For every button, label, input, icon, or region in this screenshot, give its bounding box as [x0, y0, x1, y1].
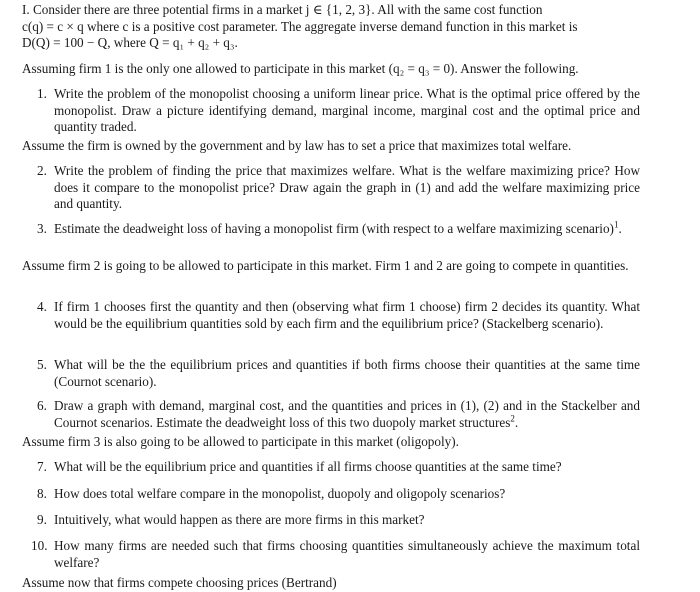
question-number: 1. [37, 86, 47, 101]
question-tail: . [618, 221, 622, 236]
footnote-mark: 1 [613, 219, 619, 230]
question-item-3 [37, 221, 640, 238]
question-number: 8. [37, 486, 47, 501]
question-text: How does total welfare compare in the monopolist, duopoly and oligopoly scenarios? [54, 486, 506, 501]
question-number: 4. [37, 299, 47, 314]
question-item-2 [37, 163, 640, 213]
question-number: 3. [37, 221, 47, 236]
intro-line-2: c(q) = c × q where c is a positive cost parameter. The aggregate inverse demand function in this market is [22, 18, 578, 34]
question-number: 2. [37, 163, 47, 178]
question-item-4 [37, 299, 640, 332]
question-item-5 [37, 357, 640, 390]
question-number: 5. [37, 357, 47, 372]
question-text: If firm 1 chooses first the quantity and then (observing what firm 1 choose) firm 2 decides its quantity. What would be the equilibrium quantities sold by each firm and the equilibrium price? (Stackelberg scenario). [54, 299, 640, 331]
question-number: 6. [37, 398, 47, 413]
question-item-9 [37, 512, 640, 529]
footnote-mark: 2 [510, 413, 515, 424]
paragraph-oligopoly-assumption: Assume firm 3 is also going to be allowed to participate in this market (oligopoly). [22, 434, 459, 449]
question-text: Estimate the deadweight loss of having a monopolist firm (with respect to a welfare maximizing scenario) [54, 221, 614, 236]
paragraph-government-assumption: Assume the firm is owned by the government and by law has to set a price that maximizes total welfare. [22, 138, 572, 153]
question-item-10 [31, 538, 640, 571]
intro-line-3: D(Q) = 100 − Q, where Q = q₁ + q₂ + q₃. [22, 35, 238, 50]
paragraph-duopoly-assumption: Assume firm 2 is going to be allowed to participate in this market. Firm 1 and 2 are going to compete in quantities. [22, 258, 629, 273]
question-text: Write the problem of the monopolist choosing a uniform linear price. What is the optimal price offered by the monopolist. Draw a picture identifying demand, marginal income, marginal cost and the optimal price and quantity traded. [54, 86, 640, 134]
question-tail: . [514, 414, 519, 430]
problem-intro [22, 2, 642, 52]
paragraph-bertrand-cutoff: Assume now that firms compete choosing prices (Bertrand) [22, 575, 337, 590]
question-number: 10. [31, 538, 48, 553]
question-text: How many firms are needed such that firms choosing quantities simultaneously achieve the maximum total welfare? [54, 538, 640, 570]
question-text: Write the problem of finding the price that maximizes welfare. What is the welfare maximizing price? How does it compare to the monopolist price? Draw again the graph in (1) and add the welfare maximizing price and quantity. [54, 163, 640, 211]
question-text: What will be the the equilibrium prices and quantities if both firms choose their quantities at the same time (Cournot scenario). [54, 357, 640, 389]
question-item-7 [37, 459, 640, 476]
question-text: Draw a graph with demand, marginal cost, and the quantities and prices in (1), (2) and in the Stackelber and Cournot scenarios. Estimate the deadweight loss of this two duopoly market structures [54, 398, 640, 430]
question-item-8 [37, 486, 640, 503]
question-text: What will be the equilibrium price and quantities if all firms choose quantities at the same time? [54, 459, 562, 474]
paragraph-monopoly-assumption: Assuming firm 1 is the only one allowed to participate in this market (q₂ = q₃ = 0). Answer the following. [22, 61, 579, 76]
question-item-6 [37, 398, 640, 431]
question-number: 9. [37, 512, 47, 527]
question-item-1 [37, 86, 640, 136]
question-text: Intuitively, what would happen as there are more firms in this market? [54, 512, 425, 527]
intro-line-1: I. Consider there are three potential firms in a market j ∈ {1, 2, 3}. All with the same cost function [22, 2, 543, 17]
question-number: 7. [37, 459, 47, 474]
